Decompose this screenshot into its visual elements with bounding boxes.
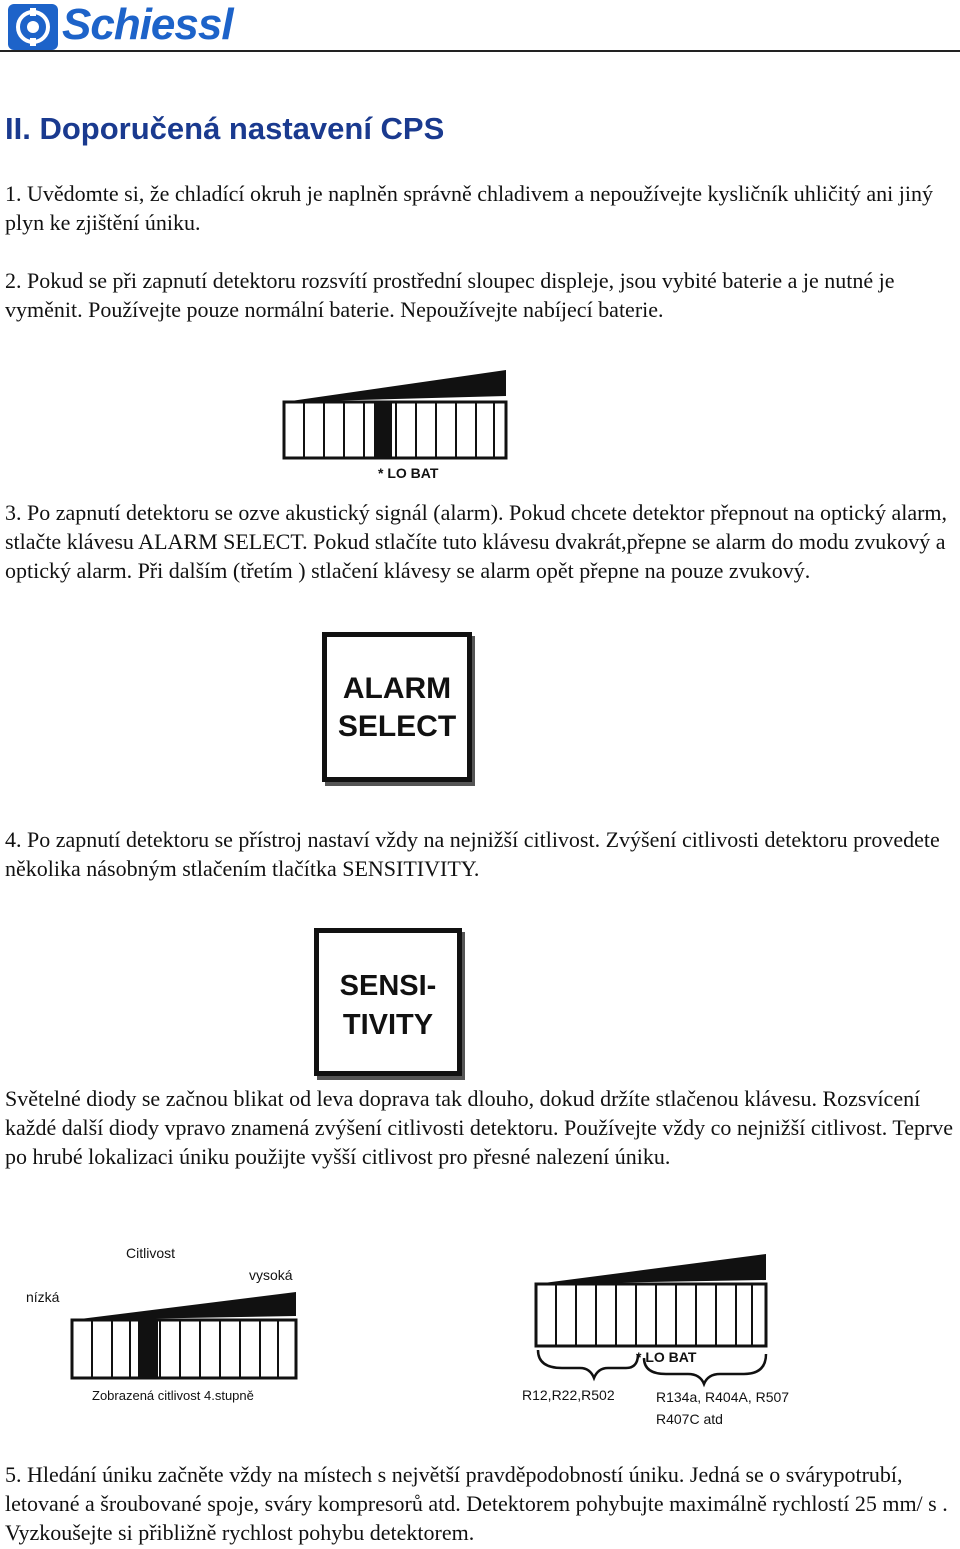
alarm-key-line2: SELECT: [337, 710, 457, 743]
logo-wordmark: Schiessl: [62, 0, 233, 49]
left-brace: [538, 1350, 638, 1378]
sens-key-line1: SENSI-: [339, 970, 437, 1002]
lobat-label: * LO BAT: [378, 465, 439, 481]
paragraph-2: 2. Pokud se při zapnutí detektoru rozsvítí prostřední sloupec displeje, jsou vybité baterie a je nutné je vyměnit. Používejte pouze normální baterie. Nepoužívejte nabíjecí baterie.: [5, 268, 895, 322]
sensitivity-low-label: nízká: [26, 1289, 60, 1305]
refrigerant-lobat-label: * LO BAT: [636, 1349, 697, 1365]
lit-level-4-indicator: [138, 1320, 158, 1378]
lobat-display-figure: [278, 362, 518, 484]
sensitivity-high-label: vysoká: [249, 1267, 293, 1283]
refrigerant-right-group-line1: R134a, R404A, R507: [656, 1389, 790, 1405]
page-title: II. Doporučená nastavení CPS: [5, 111, 445, 146]
paragraph-6: 5. Hledání úniku začněte vždy na místech s největší pravděpodobností úniku. Jedná se o svárypotrubí, letované a šroubované spoje, sváry kompresorů atd. Detektorem pohybujte maximálně rychlostí 25 mm/ s . Vyzkoušejte si přibližně rychlost pohybu detektorem.: [5, 1462, 948, 1545]
refrigerant-left-group: R12,R22,R502: [522, 1387, 615, 1403]
sens-key-line2: TIVITY: [342, 1009, 434, 1041]
header-rule: [0, 50, 960, 52]
lit-column-indicator: [374, 402, 392, 458]
alarm-key-line1: ALARM: [342, 672, 452, 705]
paragraph-5: Světelné diody se začnou blikat od leva doprava tak dlouho, dokud držíte stlačenou klávesu. Rozsvícení každé další diody vpravo znamená zvýšení citlivosti detektoru. Používejte vždy co nejnižší citlivost. Teprve po hrubé lokalizaci úniku použijte vyšší citlivost pro přesné nalezení úniku.: [5, 1086, 954, 1169]
paragraph-1: 1. Uvědomte si, že chladící okruh je naplněn správně chladivem a nepoužívejte kysličník uhličitý ani jiný plyn ke zjištění úniku.: [5, 181, 934, 235]
paragraph-4: 4. Po zapnutí detektoru se přístroj nastaví vždy na nejnižší citlivost. Zvýšení citlivosti detektoru provedete několika násobným stlačením tlačítka SENSITIVITY.: [5, 827, 940, 881]
sensitivity-key: [314, 928, 462, 1076]
sensitivity-title: Citlivost: [126, 1245, 176, 1261]
sensitivity-display-figure: [24, 1240, 324, 1410]
alarm-select-key: [322, 632, 472, 782]
logo-emblem-icon: [6, 2, 60, 52]
sensitivity-caption: Zobrazená citlivost 4.stupně: [92, 1388, 254, 1403]
paragraph-3: 3. Po zapnutí detektoru se ozve akustický signál (alarm). Pokud chcete detektor přepnout na optický alarm, stlačte klávesu ALARM SELECT. Pokud stlačíte tuto klávesu dvakrát,přepne se alarm do modu zvukový a optický alarm. Při dalším (třetím ) stlačení klávesy se alarm opět přepne na pouze zvukový.: [5, 500, 948, 583]
refrigerant-display-figure: [522, 1250, 822, 1435]
refrigerant-right-group-line2: R407C atd: [656, 1411, 723, 1427]
header: [0, 0, 960, 56]
